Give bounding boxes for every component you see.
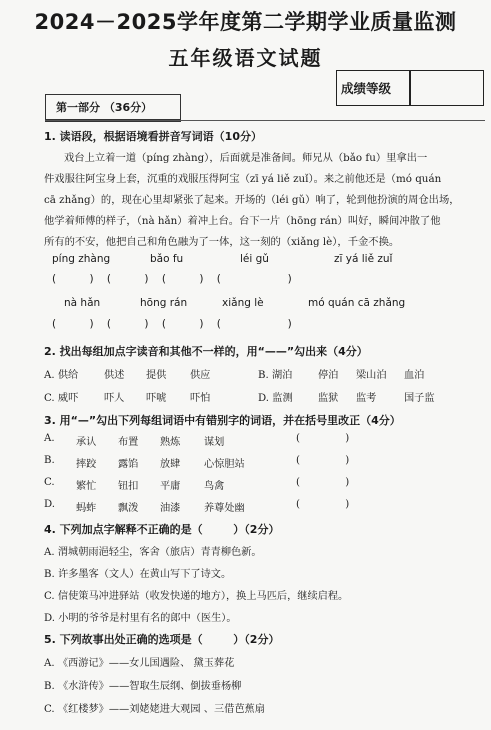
q3-word: 露馅 [118, 459, 139, 470]
q2-option: 血泊 [404, 370, 425, 381]
pinyin-label: mó quán cā zhǎng [308, 297, 406, 309]
q2-title: 2. 找出每组加点字读音和其他不一样的，用“——”勾出来（4分） [44, 345, 368, 358]
q4-option: C. 信使策马冲进驿站（收发快递的地方），换上马匹后，继续启程。 [44, 591, 349, 602]
q2-option: 梁山泊 [356, 370, 387, 381]
q2-option: 停泊 [318, 370, 339, 381]
q3-word: 油漆 [160, 503, 181, 514]
q3-title: 3. 用“—”勾出下列每组词语中有错别字的词语，并在括号里改正（4分） [44, 414, 401, 427]
exam-title: 2024－2025学年度第二学期学业质量监测 [34, 10, 457, 34]
q2-option: 国子监 [404, 393, 435, 404]
q3-option-letter: A. [44, 433, 55, 444]
q2-option: 监狱 [318, 393, 339, 404]
exam-subtitle: 五年级语文试题 [168, 46, 323, 70]
q2-option: 监考 [356, 393, 377, 404]
q5-option: B. 《水浒传》——智取生辰纲、倒拔垂杨柳 [44, 681, 242, 692]
answer-blank-row[interactable]: ( ) ( ) ( ) ( ) [52, 273, 292, 285]
q3-word: 布置 [118, 437, 139, 448]
q2-option: C. 威吓 [44, 393, 79, 404]
q2-option: 吓怕 [190, 393, 211, 404]
q3-word: 平庸 [160, 481, 181, 492]
q4-option: A. 渭城朝雨浥轻尘，客舍（旅店）青青柳色新。 [44, 547, 262, 558]
q4-option: D. 小明的爷爷是村里有名的郎中（医生）。 [44, 613, 237, 624]
q2-option: 供述 [104, 370, 125, 381]
q3-word: 谋划 [204, 437, 225, 448]
q3-answer-blank[interactable]: ( ) [296, 455, 350, 466]
pinyin-label: bǎo fu [150, 253, 184, 265]
q5-option: C. 《红楼梦》——刘姥姥进大观园 、三借芭蕉扇 [44, 704, 265, 715]
q3-word: 鸟禽 [204, 481, 225, 492]
q2-option: 供应 [190, 370, 211, 381]
q3-word: 摔跤 [76, 459, 97, 470]
q3-word: 心惊胆站 [204, 459, 245, 470]
q3-answer-blank[interactable]: ( ) [296, 477, 350, 488]
q3-option-letter: C. [44, 477, 55, 488]
q1-passage-line: cā zhǎng）的，现在心里却紧张了起来。开场的（léi gǔ）响了，轮到他扮演的周仓出场， [44, 194, 460, 206]
grade-box [336, 70, 484, 106]
q3-word: 繁忙 [76, 481, 97, 492]
q3-word: 放肆 [160, 459, 181, 470]
q3-word: 钮扣 [118, 481, 139, 492]
part-label: 第一部分 （36分） [56, 101, 153, 114]
q3-word: 飘泼 [118, 503, 139, 514]
q3-word: 承认 [76, 437, 97, 448]
q3-word: 蚂蚱 [76, 503, 97, 514]
q5-option: A. 《西游记》——女儿国遇险、 黛玉葬花 [44, 658, 235, 669]
q1-passage-line: 他学着师傅的样子，（nà hǎn）着冲上台。台下一片（hōng rán）叫好，瞬间冲散了他 [44, 215, 441, 227]
q3-word: 养尊处幽 [204, 503, 245, 514]
pinyin-label: xiǎng lè [222, 297, 264, 309]
part-divider [45, 120, 485, 121]
q3-option-letter: D. [44, 499, 56, 510]
q4-title: 4. 下列加点字解释不正确的是（ ）（2分） [44, 523, 280, 536]
q5-title: 5. 下列故事出处正确的选项是（ ）（2分） [44, 633, 280, 646]
q2-option: 提供 [146, 370, 167, 381]
q1-title: 1. 读语段，根据语境看拼音写词语（10分） [44, 130, 262, 143]
q4-option: B. 许多墨客（文人）在黄山写下了诗文。 [44, 569, 232, 580]
q2-option: 吓人 [104, 393, 125, 404]
answer-blank-row[interactable]: ( ) ( ) ( ) ( ) [52, 318, 292, 330]
q3-answer-blank[interactable]: ( ) [296, 433, 350, 444]
pinyin-label: nà hǎn [64, 297, 101, 309]
pinyin-label: zī yá liě zuǐ [334, 253, 393, 265]
q2-option: A. 供给 [44, 370, 79, 381]
q3-word: 熟炼 [160, 437, 181, 448]
q3-answer-blank[interactable]: ( ) [296, 499, 350, 510]
pinyin-label: hōng rán [140, 297, 188, 309]
grade-label: 成绩等级 [341, 81, 392, 96]
q2-option: 吓唬 [146, 393, 167, 404]
q1-passage-line: 戏台上立着一道（píng zhàng），后面就是准备间。师兄从（bǎo fu）里拿出一 [64, 152, 428, 164]
grade-divider [409, 71, 411, 105]
q3-option-letter: B. [44, 455, 55, 466]
q2-option: B. 湖泊 [258, 370, 293, 381]
pinyin-label: píng zhàng [52, 253, 111, 265]
q1-passage-line: 所有的不安，他把自己和角色融为了一体，这一刻的（xiǎng lè），千金不换。 [44, 236, 400, 248]
part-label-box [45, 94, 181, 122]
pinyin-label: léi gǔ [240, 253, 269, 265]
q2-option: D. 监测 [258, 393, 293, 404]
q1-passage-line: 件戏服往阿宝身上套，沉重的戏服压得阿宝（zī yá liě zuǐ）。来之前他还是（mó quán [44, 173, 442, 185]
